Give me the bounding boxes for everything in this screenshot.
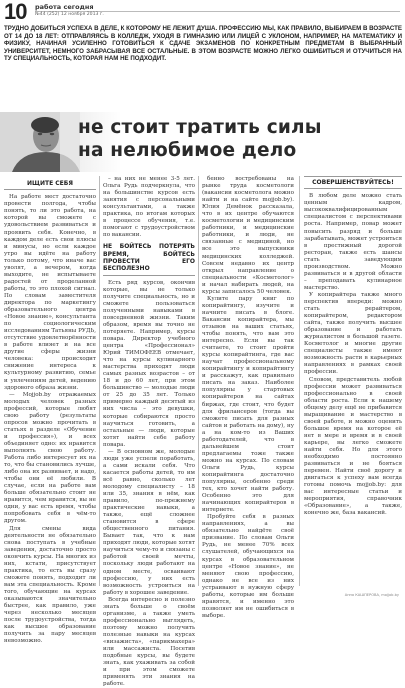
column-4 [304, 176, 402, 590]
paragraph: — В основном же, молодые люди уже успели поработать, а сами искали себя. Что касается работы детей, то им всё равно, сколько лет молодому специалисту – 18 или 35, знания в нём, как правило, по-прежнему практические навыки, а также, ещё сложнее становится в сфере общественного питания. Бывает так, что к нам приходят люди, которые хотят научиться чему-то и связаны с работой своей мечты, поскольку люди работают на одном месте, осваивают профессию, у них есть возможность устроиться на работу в хорошее заведение. [103, 448, 195, 596]
headline-line-2: на нелюбимое дело [78, 140, 297, 161]
publication-issue: №44 (252) 12 ноября 2013 г. [35, 12, 104, 17]
section-heading: ИЩИТЕ СЕБЯ [4, 180, 96, 190]
author-credit: Анна КАШПЕРОВА, mojjob.by [344, 593, 399, 597]
person-photo [0, 112, 80, 172]
column-divider [198, 176, 199, 586]
headline [78, 116, 404, 162]
section-heading: НЕ БОЙТЕСЬ ПОТЕРЯТЬ ВРЕМЯ, БОЙТЕСЬ ПРОВЕСТИ ЕГО БЕСПОЛЕЗНО [103, 243, 195, 275]
paragraph: Есть ряд курсов, окончив которые, вы не только получите специальность, но и сможете пользоваться полученными навыками в повседневной жизни. Таким образом, время вы точно не потеряете. Например, курсы повара. Директор учебного центра «Профессионал» Юрий ТИМОФЕЕВ отмечает, что на курсы кулинарного мастерства приходят люди самых разных возрастов – от 18 и до 60 лет, при этом большинство — молодые люди от 25 до 35 лет. Только примерно каждый десятый из них числа – это девушки, которые собираются просто научиться готовить, а остальные — люди, которые хотят найти себе работу повара. [103, 279, 195, 448]
paragraph: бенно востребованы на рынке труда косметологи (вакансии косметолога можно найти и на сайте mojjob.by). Юлия Демёнок рассказала, что в их центре обучаются косметологии и медицинским работники, и медицинские работники, и люди, не связанные с медициной, но все это выпускники медицинских колледжей. Совсем недавно их центр открыл направление о специальности «Косметолог» и начал набирать людей, на курсы записалось 50 человек. [202, 176, 294, 295]
page-number: 10 [4, 0, 27, 24]
paragraph: На работе мест достаточно провести полгода, чтобы понять, то ли это работа, на которой вы сможете с удовольствием развиваться и проявить себя. Конечно, в каждом деле есть свои плюсы и минусы, но если каждое утро вы идёте на работу только потому, что иначе вас уволят, а вечером, когда выходите, не испытываете радостей от проделанной работы, то это плохой сигнал. По словам заместителя директора по маркетингу образовательного центра «Новое знание», консультанта по социологическим исследованиям Татьяны РУДЬ, отсутствие удовлетворённости в работе влияет и на все другие сферы жизни человека: происходит снижение интереса к культурному развитию, семье и увлечениям детей, ведению здорового образа жизни. [4, 194, 96, 391]
headline-line-1: не стоит тратить силы [78, 117, 322, 138]
column-divider [299, 176, 300, 586]
hero-banner [0, 112, 405, 172]
paragraph: Словом, представитель любой профессии может развиваться профессионально в своей области роста. Если к нашему общему делу ещё не прибавится выращивание и мастерство в своей работе, и можно оценить большое время на которое её нет в мере и время и в своей карьере, вы легко сможете найти себя. Но для этого необходимо постоянно развиваться и не бояться перемен. Найти своё дорогу и двигаться к успеху вам всегда готовы помочь mojjob.by: для вас интересные статьи и мероприятия, справочник «Образование», а также, конечно же, база вакансий. [304, 376, 402, 517]
paragraph: Всегда интересно и полезно знать больше о своём организме, а также уметь профессионально выглядеть, поэтому можно получить полезные навыки на курсах «визажиста», «парикмахера» или массажиста. Посетив подобные курсы, вы будете знать, как ухаживать за собой и при этом сможете применять эти знания на работе. [103, 596, 195, 688]
column-2 [103, 176, 195, 688]
column-1 [4, 176, 96, 645]
masthead [0, 0, 405, 22]
paragraph: – на них не менее 3-5 лет. Ольга Рудь подчеркнула, что на большинстве курсов есть занятия с персональными консультантами, а также практика, по итогам которых в процессе обучения, т.е. помогают с трудоустройством по вакансии. [103, 176, 195, 239]
paragraph: — Mojjob.by отражаемых молодых человек разных профессий, которые любят свою работу (результаты опросов можно прочитать в статьях в разделе «Обучение и профессия»), и всех объединяет одно: их нравится выполнять свою работу. Работа либо интересует их на то, что бы становились лучше, либо она их развивает, и надо, чтобы они её любили. В случае, если на работе вам больше обязательно стоит не нравится, чем нравится, вы не одни, у вас есть время, чтобы попробовать себя в чём-то другом. [4, 391, 96, 525]
paragraph: Пробуйте себя в разных направлениях, а вы обязательно найдёте своё призвание. По словам Ольги Рудь, не менее 70% всех слушателей, обучающихся на курсах в образовательном центре «Новое знание», не меняют свою профессию, однако не все из них устраивают в нужную сферу работы, которые им больше нравятся, и именно это позволяет им не ошибиться в выборе. [202, 514, 294, 619]
paragraph: Для смены вида деятельности не обязательно снова поступать в учебные заведения, достаточно просто окончить курсы. На многих из них, кстати, присутствует практика, то есть вы сразу сможете понять, подходит ли вам эта специальность. Кроме того, обучающие на курсах оказываются значительно быстрее, как правило, уже через несколько месяцев после трудоустройства, тогда как высшее образование получить за пару месяцев невозможно. [4, 525, 96, 645]
column-3 [202, 176, 294, 619]
lead-paragraph: ТРУДНО ДОБИТЬСЯ УСПЕХА В ДЕЛЕ, К КОТОРОМУ НЕ ЛЕЖИТ ДУША. ПРОФЕССИЮ МЫ, КАК ПРАВИЛО, ВЫБИРАЕМ В ВОЗРАСТЕ ОТ 14 ДО 18 ЛЕТ: ОТПРАВЛЯЯСЬ В КОЛЛЕДЖ, УХОДЯ В ГИМНАЗИЮ ИЛИ ЛИЦЕЙ С УКЛОНОМ, НАПРИМЕР, НА МАТЕМАТИКУ И ФИЗИКУ, НАЧИНАЯ УСИЛЕННО ГОТОВИТЬСЯ К СДАЧЕ ЭКЗАМЕНОВ ПО КОНКРЕТНЫМ ПРЕДМЕТАМ В ВЫБРАННЫЙ УНИВЕРСИТЕТ, НЕМНОГО ЗАБРАСЫВАЯ ВСЕ ОСТАЛЬНЫЕ. В ЭТОМ ВОЗРАСТЕ МОЖНО ЛЕГКО ОШИБИТЬСЯ И ОТУЧИТЬСЯ НА ТУ СПЕЦИАЛЬНОСТЬ, КОТОРАЯ НАМ НЕ ПОДХОДИТ. [4, 25, 402, 63]
column-divider [99, 176, 100, 586]
publication-name: работа сегодня [35, 3, 94, 11]
paragraph: У копирайтера также много перспектив впереди: можно стать рерайтером, копирайтером, редактором сайта, также получить высшее образование и работать журналистом в большой газете. Косметолог и многие другие специалисты также имеют возможность расти в карьерных направлениях в рамках своей профессии. [304, 291, 402, 376]
paragraph: В любом деле можно стать ценным кадром, высококвалифицированным специалистом с перспективами роста. Например, повар может повысить разряд и больше зарабатывать, может устроиться в престижный дорогой ресторан, также есть шансы стать заведующим производством. Можно развиваться и в другой области – преподавать кулинарное мастерство. [304, 193, 402, 291]
paragraph: Кулите пару книг по копирайтингу, изучите и начните писать в блоге. Вакансии копирайтера, мы отзывов на ваших статьях, чтобы понять, что вам это интересно. Если вы так считаете, то стоит пройти курсы копирайтинга, где вас научат профессиональному копирайтингу и копирайтингу и расскажут, как правильно писать на заказ. Наиболее популярны у стартовых копирайтеров на сайтах биржах, где стоит, что будет для фрилансеров (тогда вы сможете писать для разных сайтов и работать на дому), ну а на ком-то из Ваших работодателей, что в дальнейшем стоит предлагаемы тоже также можно на курсах. По словам Ольги Рудь, курсы копирайтинга достаточно популярны, особенно среди тех, кто хочет найти работу. Особенно это для начинающих копирайтеров в интернете. [202, 295, 294, 514]
section-heading: СОВЕРШЕНСТВУЙТЕСЬ! [304, 176, 402, 189]
